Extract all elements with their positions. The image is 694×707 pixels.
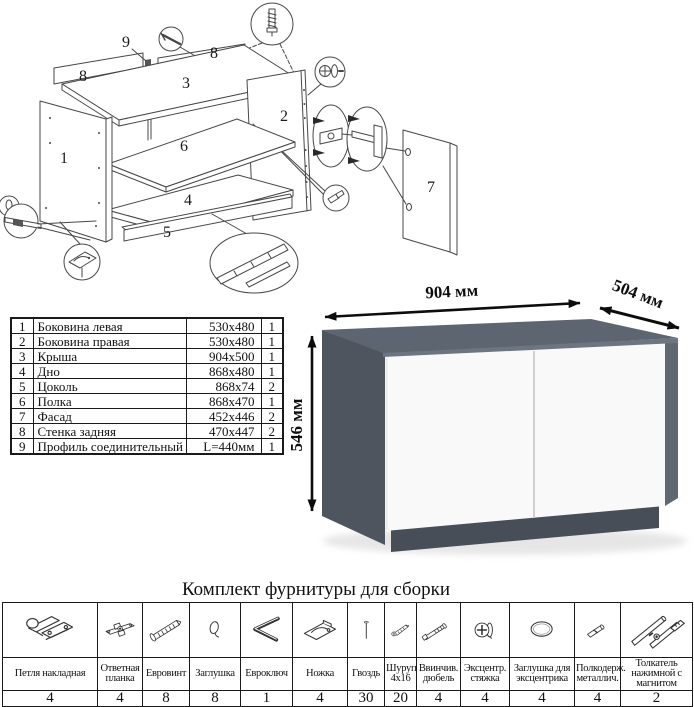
push-opener-icon [628,609,685,651]
hardware-item-name: Заглушка для эксцентрика [510,658,575,691]
part-label-2: 2 [280,108,288,125]
parts-table-row [11,424,283,439]
hardware-item-name: Толкатель нажимной с магнитом [621,658,693,691]
part-size: 868x74 [186,379,261,394]
part-size: 470x447 [186,424,261,439]
hardware-icon-cell [293,603,348,658]
shelf-support-icon [576,609,619,651]
part-qty: 1 [261,334,283,349]
part-label-8b: 8 [210,45,218,62]
hardware-item-qty: 4 [461,691,510,707]
height-dimension-label: 546 мм [287,398,306,452]
hardware-icons-row [3,603,693,658]
part-qty: 1 [261,394,283,409]
part-qty: 2 [261,379,283,394]
hardware-item-name: Полкодерж. металлич. [575,658,621,691]
hardware-item-name: Евроключ [241,658,293,691]
hardware-item-qty: 4 [293,691,348,707]
hardware-item-qty: 4 [575,691,621,707]
parts-table-row [11,439,283,455]
part-label-1: 1 [60,150,68,167]
part-name: Фасад [33,409,186,424]
hardware-icon-cell [510,603,575,658]
cap-icon [191,609,239,651]
part-number: 5 [11,379,33,394]
hardware-icon-cell [461,603,510,658]
hinge-arm-callout [342,107,387,171]
part-size: 868x470 [186,394,261,409]
screw-icon [386,609,416,651]
part-number: 6 [11,394,33,409]
assembled-view [287,276,687,555]
exploded-view [0,3,457,293]
part-number: 4 [11,364,33,379]
hardware-qty-row [3,691,693,707]
dowel-icon [418,609,459,651]
parts-table-row [11,349,283,364]
part-label-5: 5 [163,224,171,241]
part-number: 3 [11,349,33,364]
hardware-table [2,602,693,707]
cabinet-left-side [322,330,385,545]
hardware-item-name: Ответная планка [98,658,143,691]
parts-table [10,317,284,455]
part-number: 2 [11,334,33,349]
hardware-icon-cell [575,603,621,658]
part-qty: 2 [261,409,283,424]
hardware-item-qty: 2 [621,691,693,707]
hardware-icon-cell [621,603,693,658]
part-size: 530x480 [186,318,261,334]
profile-callout [210,214,298,293]
cam-cap-icon [513,609,570,651]
cabinet-doors [385,343,665,531]
hardware-icon-cell [385,603,417,658]
part-number: 8 [11,424,33,439]
hardware-item-name: Шуруп 4x16 [385,658,417,691]
hex-key-icon [242,609,291,651]
part-number: 7 [11,409,33,424]
part-qty: 2 [261,424,283,439]
depth-dimension-label: 504 мм [609,275,667,313]
part-name: Полка [33,394,186,409]
foot-icon [294,609,346,651]
hardware-item-qty: 4 [510,691,575,707]
hardware-item-qty: 8 [143,691,190,707]
part-name: Профиль соединительный [33,439,186,455]
hardware-item-name: Ввинчив. дюбель [417,658,461,691]
part-name: Боковина левая [33,318,186,334]
hardware-item-qty: 4 [98,691,143,707]
hardware-item-name: Евровинт [143,658,190,691]
hardware-icon-cell [348,603,385,658]
hardware-item-name: Эксцентр. стяжка [461,658,510,691]
part-qty: 1 [261,318,283,334]
part-size: 530x480 [186,334,261,349]
part-size: 904x500 [186,349,261,364]
hardware-icon-cell [417,603,461,658]
parts-table-row [11,394,283,409]
hardware-item-qty: 8 [190,691,241,707]
hardware-labels-row [3,658,693,691]
part-name: Цоколь [33,379,186,394]
euro-screw-icon [144,609,188,651]
cabinet-right-edge [665,338,678,506]
hardware-icon-cell [143,603,190,658]
cam-screw-callout [308,57,345,95]
hardware-item-name: Гвоздь [348,658,385,691]
left-side-panel [40,101,112,242]
part-qty: 1 [261,364,283,379]
hardware-item-qty: 20 [385,691,417,707]
width-dimension-label: 904 мм [424,280,479,303]
part-label-3: 3 [182,75,190,92]
parts-table-row [11,334,283,349]
hardware-item-name: Ножка [293,658,348,691]
hardware-icon-cell [3,603,98,658]
hardware-icon-cell [98,603,143,658]
hardware-item-qty: 1 [241,691,293,707]
hardware-kit-title: Комплект фурнитуры для сборки [181,579,451,600]
part-qty: 1 [261,439,283,455]
parts-table-row [11,364,283,379]
hardware-item-qty: 30 [348,691,385,707]
part-name: Стенка задняя [33,424,186,439]
part-number: 1 [11,318,33,334]
part-label-8a: 8 [79,68,87,85]
hardware-icon-cell [190,603,241,658]
dowel-pin-callout [323,185,349,211]
part-size: 452x446 [186,409,261,424]
cam-lock-icon [462,609,508,651]
hardware-item-name: Заглушка [190,658,241,691]
part-size: 868x480 [186,364,261,379]
hinge-icon [21,609,78,651]
hinge-plate-callout [313,105,349,167]
hardware-item-qty: 4 [417,691,461,707]
part-name: Боковина правая [33,334,186,349]
part-label-7: 7 [427,179,435,196]
part-qty: 1 [261,349,283,364]
part-name: Крыша [33,349,186,364]
parts-table-row [11,318,283,334]
parts-table-row [11,409,283,424]
door-panel [383,130,457,255]
hardware-item-qty: 4 [3,691,98,707]
part-label-6: 6 [180,138,188,155]
nail-icon [349,609,384,651]
part-name: Дно [33,364,186,379]
hardware-item-name: Петля накладная [3,658,98,691]
hardware-icon-cell [241,603,293,658]
part-number: 9 [11,439,33,455]
part-label-9: 9 [122,34,130,51]
mounting-plate-icon [99,609,141,651]
width-arrow [325,303,580,317]
part-label-4: 4 [184,192,192,209]
parts-table-row [11,379,283,394]
part-size: L=440мм [186,439,261,455]
